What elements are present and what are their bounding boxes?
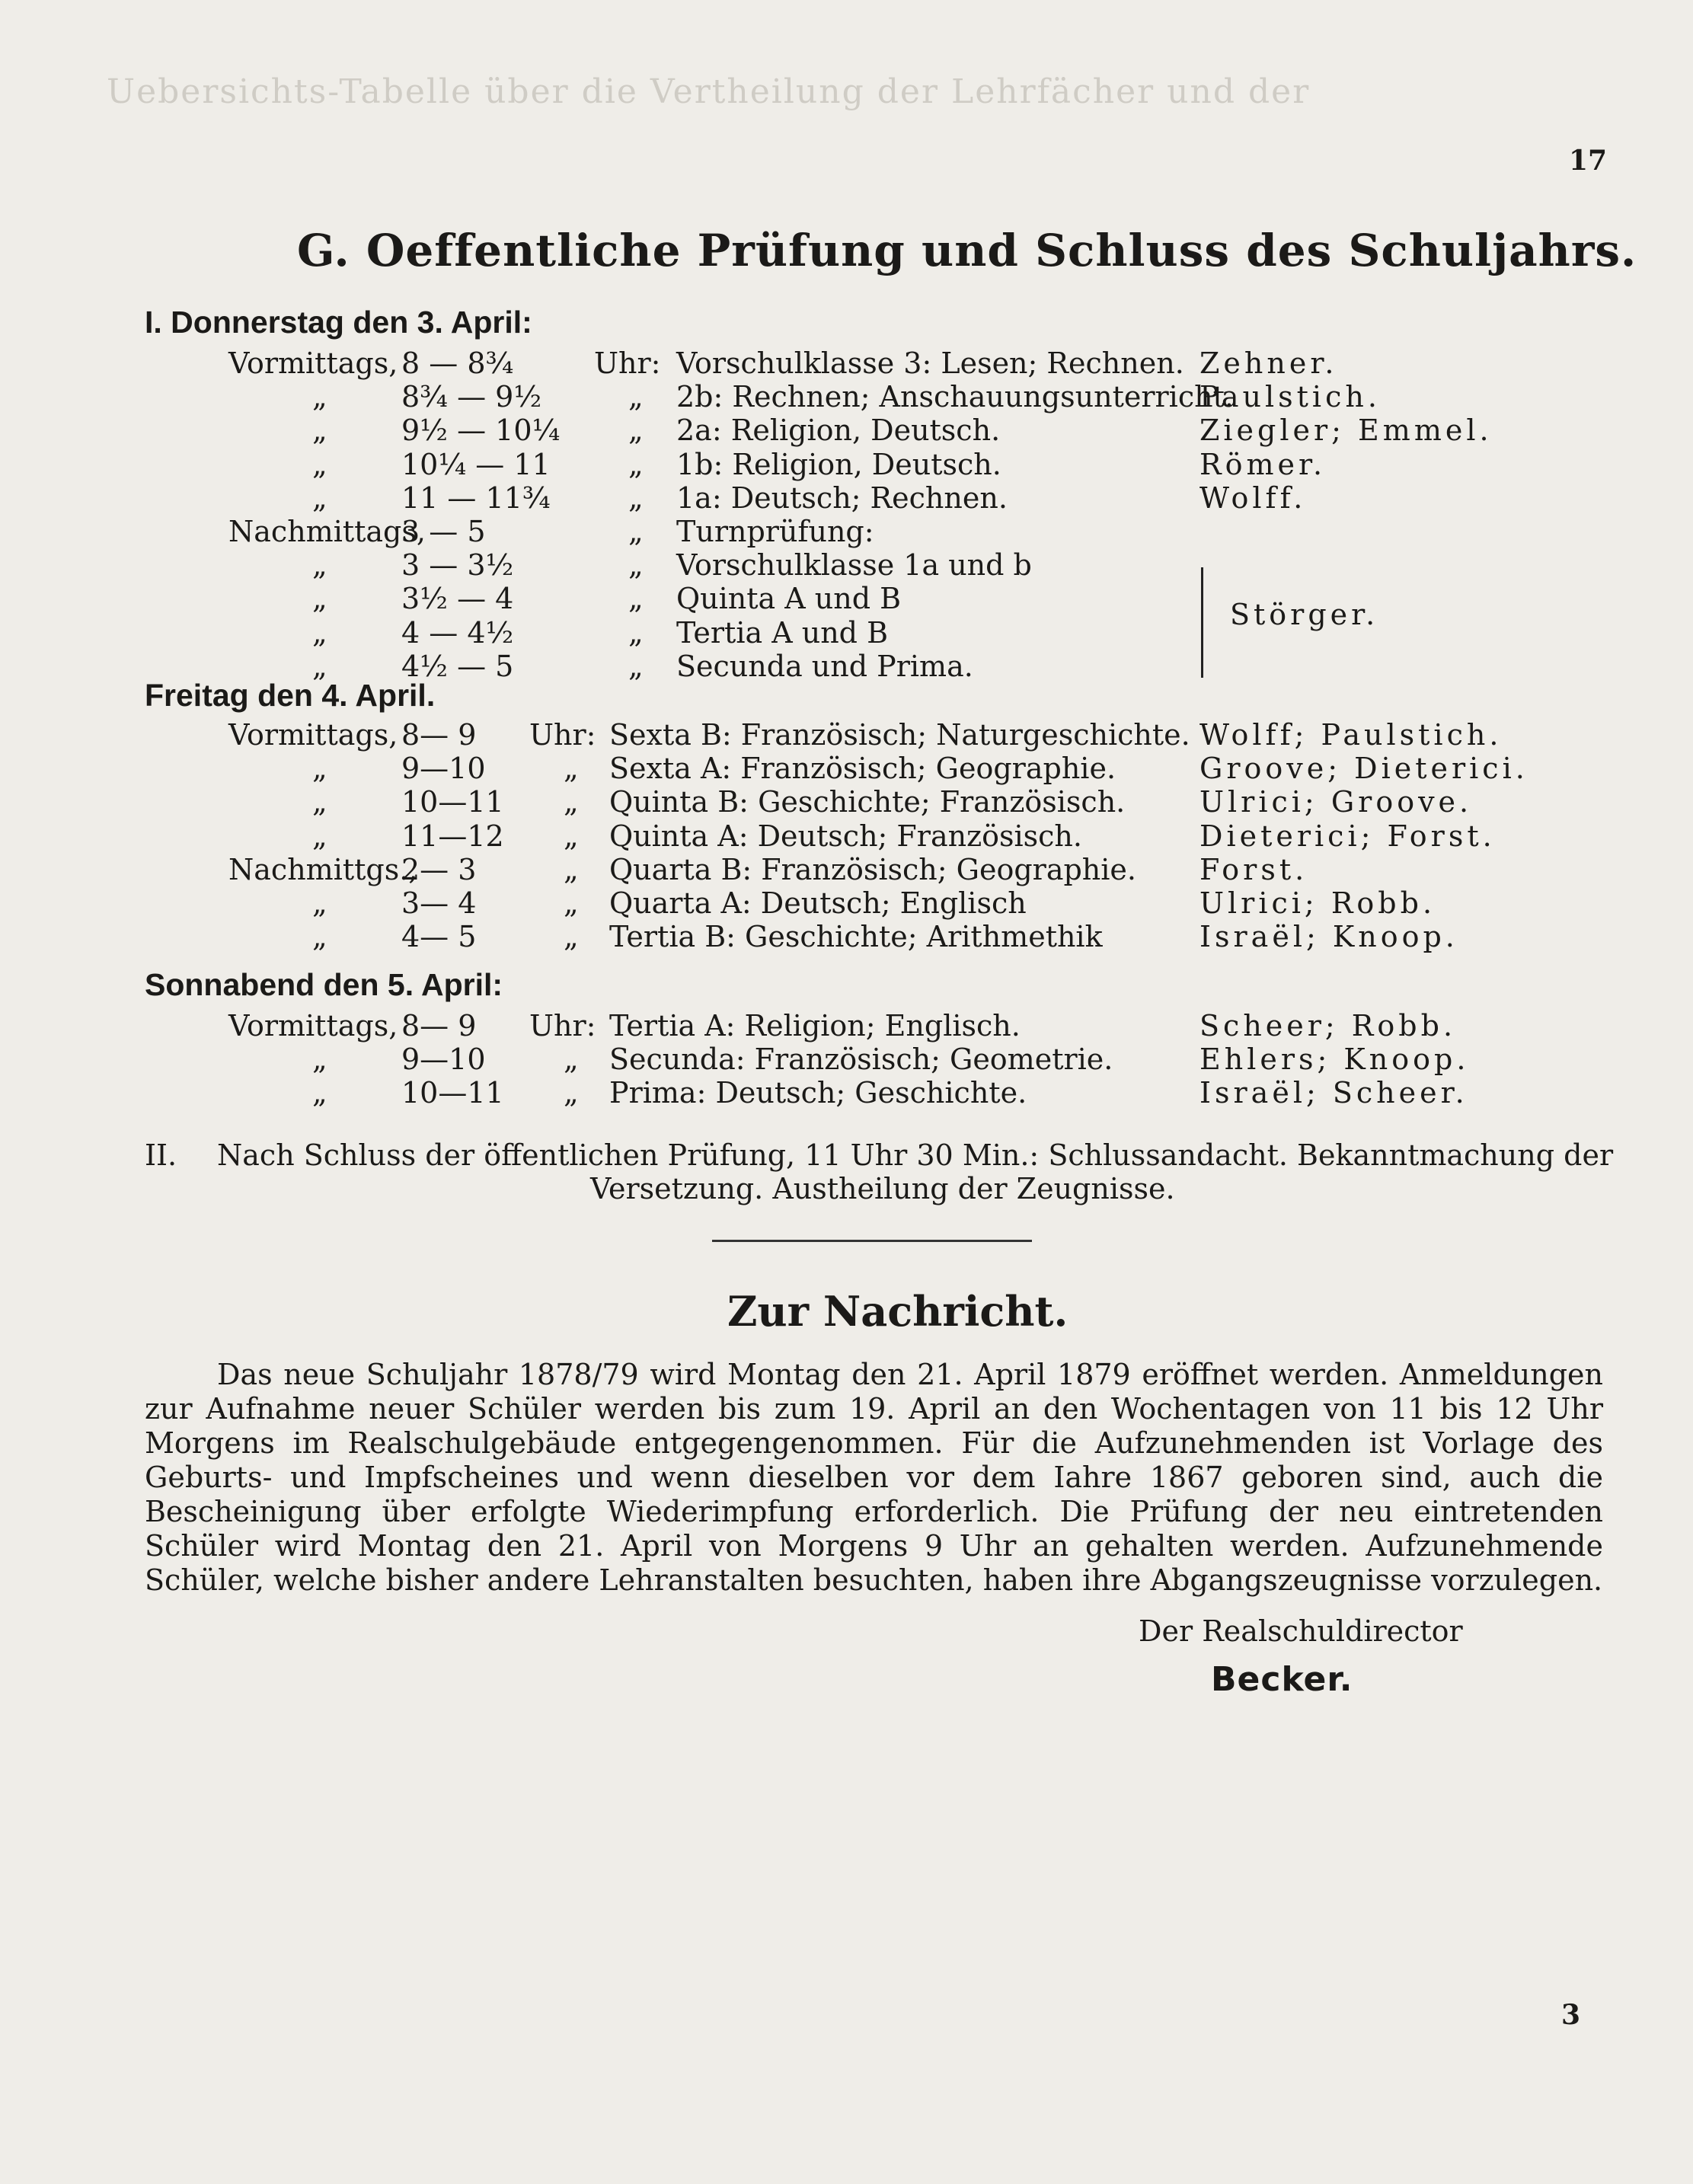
brace-teacher: Störger. [1230, 598, 1379, 631]
schedule-uhr: „ [564, 852, 579, 886]
schedule-subject: Quinta A: Deutsch; Französisch. [609, 819, 1082, 853]
schedule-time: 11 — 11¾ [401, 481, 551, 515]
schedule-uhr: „ [564, 920, 579, 954]
day-heading-thursday: I. Donnerstag den 3. April: [145, 305, 532, 340]
schedule-uhr: Uhr: [529, 1009, 596, 1043]
schedule-uhr: „ [628, 515, 644, 548]
schedule-row [0, 718, 1693, 752]
schedule-subject: Quinta B: Geschichte; Französisch. [609, 785, 1126, 819]
schedule-subject: 2a: Religion, Deutsch. [676, 413, 1001, 448]
schedule-time: 11—12 [401, 819, 504, 853]
schedule-row [0, 380, 1693, 413]
schedule-row [0, 548, 1693, 582]
schedule-row [0, 515, 1693, 548]
schedule-row [0, 413, 1693, 447]
schedule-subject: Sexta A: Französisch; Geographie. [609, 752, 1116, 786]
schedule-uhr: „ [564, 1043, 579, 1077]
schedule-time: 3 — 5 [401, 515, 486, 548]
schedule-row [0, 481, 1693, 515]
schedule-subject: Tertia B: Geschichte; Arithmethik [609, 920, 1103, 954]
schedule-uhr: „ [628, 649, 644, 683]
notice-text: Das neue Schuljahr 1878/79 wird Montag den 21. April 1879 eröffnet werden. Anmeldungen zur Aufnahme neuer Schüler werden bis zum 19. April an den Wochentagen von 11 bis 12 Uhr Morgens im Realschulgebäude entgegengenommen. Für die Aufzunehmenden ist Vorlage des Geburts- und Impfscheines und wenn dieselben vor dem Iahre 1867 geboren sind, auch die Bescheinigung über erfolgte Wiederimpfung erforderlich. Die Prüfung der neu eintretenden Schüler wird Montag den 21. April von Morgens 9 Uhr an gehalten werden. Aufzunehmende Schüler, welche bisher andere Lehranstalten besuchten, haben ihre Abgangszeugnisse vorzulegen. [145, 1358, 1603, 1597]
schedule-uhr: „ [564, 785, 579, 819]
schedule-teacher: Ziegler; Emmel. [1199, 413, 1493, 448]
schedule-label: „ [312, 582, 327, 616]
schedule-time: 3½ — 4 [401, 582, 514, 616]
schedule-time: 4½ — 5 [401, 649, 514, 683]
schedule-uhr: „ [564, 752, 579, 786]
schedule-subject: Prima: Deutsch; Geschichte. [609, 1076, 1027, 1110]
schedule-row [0, 616, 1693, 650]
schedule-row [0, 582, 1693, 615]
schedule-teacher: Groove; Dieterici. [1199, 752, 1528, 786]
schedule-subject: Secunda: Französisch; Geometrie. [609, 1043, 1113, 1077]
schedule-uhr: „ [628, 481, 644, 515]
schedule-uhr: Uhr: [529, 718, 596, 752]
schedule-row [0, 785, 1693, 819]
part-two-line2: Versetzung. Austheilung der Zeugnisse. [590, 1172, 1175, 1205]
schedule-teacher: Wolff; Paulstich. [1199, 718, 1503, 752]
schedule-teacher: Ulrici; Groove. [1199, 785, 1473, 819]
schedule-uhr: „ [564, 886, 579, 920]
day-heading-saturday: Sonnabend den 5. April: [145, 967, 503, 1002]
schedule-time: 10¼ — 11 [401, 447, 551, 481]
schedule-subject: Vorschulklasse 3: Lesen; Rechnen. [676, 346, 1184, 380]
schedule-row [0, 853, 1693, 886]
brace [1184, 567, 1203, 678]
schedule-label: „ [312, 481, 327, 515]
sheet-number: 3 [1561, 1999, 1581, 2031]
schedule-label: „ [312, 752, 327, 786]
schedule-uhr: „ [628, 615, 644, 650]
schedule-label: „ [312, 819, 327, 853]
schedule-time: 3— 4 [401, 886, 477, 920]
schedule-subject: Sexta B: Französisch; Naturgeschichte. [609, 718, 1190, 752]
schedule-time: 9—10 [401, 1043, 486, 1077]
page-number: 17 [1569, 145, 1608, 177]
schedule-row [0, 448, 1693, 481]
schedule-teacher: Forst. [1199, 852, 1308, 886]
bleed-through-text: Uebersichts-Tabelle über die Vertheilung der Lehrfächer und der [107, 72, 1311, 111]
schedule-uhr: „ [564, 1076, 579, 1110]
schedule-uhr: „ [628, 380, 644, 414]
schedule-subject: Tertia A und B [676, 615, 889, 650]
schedule-subject: 2b: Rechnen; Anschauungsunterricht. [676, 380, 1234, 414]
schedule-teacher: Scheer; Robb. [1199, 1009, 1457, 1043]
schedule-subject: Quarta A: Deutsch; Englisch [609, 886, 1027, 920]
schedule-row [0, 1009, 1693, 1043]
schedule-uhr: „ [628, 447, 644, 481]
schedule-subject: Secunda und Prima. [676, 649, 973, 683]
schedule-row [0, 1076, 1693, 1110]
schedule-label: „ [312, 886, 327, 920]
schedule-uhr: Uhr: [594, 346, 661, 380]
schedule-label: Vormittags, [228, 718, 398, 752]
schedule-label: Vormittags, [228, 1009, 398, 1043]
schedule-time: 9½ — 10¼ [401, 413, 561, 448]
schedule-label: „ [312, 615, 327, 650]
schedule-label: „ [312, 380, 327, 414]
schedule-time: 10—11 [401, 1076, 504, 1110]
schedule-teacher: Ehlers; Knoop. [1199, 1043, 1470, 1077]
schedule-subject: Quinta A und B [676, 582, 902, 616]
schedule-time: 8— 9 [401, 1009, 477, 1043]
schedule-label: „ [312, 548, 327, 583]
schedule-time: 4— 5 [401, 920, 477, 954]
schedule-label: „ [312, 1043, 327, 1077]
signature-name: Becker. [1211, 1660, 1353, 1699]
schedule-label: „ [312, 413, 327, 448]
schedule-subject: Vorschulklasse 1a und b [676, 548, 1032, 583]
schedule-uhr: „ [628, 413, 644, 448]
schedule-time: 10—11 [401, 785, 504, 819]
schedule-time: 4 — 4½ [401, 615, 514, 650]
schedule-label: Vormittags, [228, 346, 398, 380]
schedule-subject: 1a: Deutsch; Rechnen. [676, 481, 1008, 515]
schedule-row [0, 752, 1693, 785]
notice-heading: Zur Nachricht. [727, 1287, 1069, 1336]
schedule-subject: Turnprüfung: [676, 515, 874, 548]
schedule-label: „ [312, 920, 327, 954]
section-title: G. Oeffentliche Prüfung und Schluss des Schuljahrs. [297, 225, 1637, 276]
schedule-label: Nachmittags, [228, 515, 426, 548]
schedule-teacher: Ulrici; Robb. [1199, 886, 1436, 920]
schedule-row [0, 886, 1693, 920]
schedule-teacher: Israël; Scheer. [1199, 1076, 1468, 1110]
schedule-teacher: Israël; Knoop. [1199, 920, 1458, 954]
part-two-number: II. [145, 1138, 177, 1172]
notice-body [145, 1358, 1603, 1598]
schedule-label: „ [312, 785, 327, 819]
schedule-time: 8— 9 [401, 718, 477, 752]
schedule-teacher: Zehner. [1199, 346, 1338, 380]
schedule-uhr: „ [564, 819, 579, 853]
schedule-time: 8 — 8¾ [401, 346, 514, 380]
schedule-subject: 1b: Religion, Deutsch. [676, 447, 1001, 481]
schedule-row [0, 819, 1693, 853]
schedule-teacher: Römer. [1199, 447, 1327, 481]
schedule-uhr: „ [628, 548, 644, 583]
schedule-row [0, 1043, 1693, 1076]
schedule-teacher: Wolff. [1199, 481, 1307, 515]
schedule-row [0, 346, 1693, 380]
schedule-label: Nachmittgs., [228, 852, 418, 886]
schedule-subject: Quarta B: Französisch; Geographie. [609, 852, 1136, 886]
schedule-time: 3 — 3½ [401, 548, 514, 583]
schedule-time: 8¾ — 9½ [401, 380, 542, 414]
schedule-teacher: Dieterici; Forst. [1199, 819, 1496, 853]
schedule-subject: Tertia A: Religion; Englisch. [609, 1009, 1021, 1043]
schedule-label: „ [312, 649, 327, 683]
schedule-label: „ [312, 1076, 327, 1110]
part-two-line1: Nach Schluss der öffentlichen Prüfung, 11 Uhr 30 Min.: Schlussandacht. Bekanntmachung der [217, 1138, 1614, 1172]
divider-rule [712, 1240, 1032, 1242]
schedule-time: 2— 3 [401, 852, 477, 886]
schedule-label: „ [312, 447, 327, 481]
schedule-uhr: „ [628, 582, 644, 616]
schedule-teacher: Paulstich. [1199, 380, 1381, 414]
schedule-row [0, 920, 1693, 953]
day-heading-friday: Freitag den 4. April. [145, 678, 436, 713]
schedule-time: 9—10 [401, 752, 486, 786]
signature-role: Der Realschuldirector [1139, 1614, 1463, 1648]
